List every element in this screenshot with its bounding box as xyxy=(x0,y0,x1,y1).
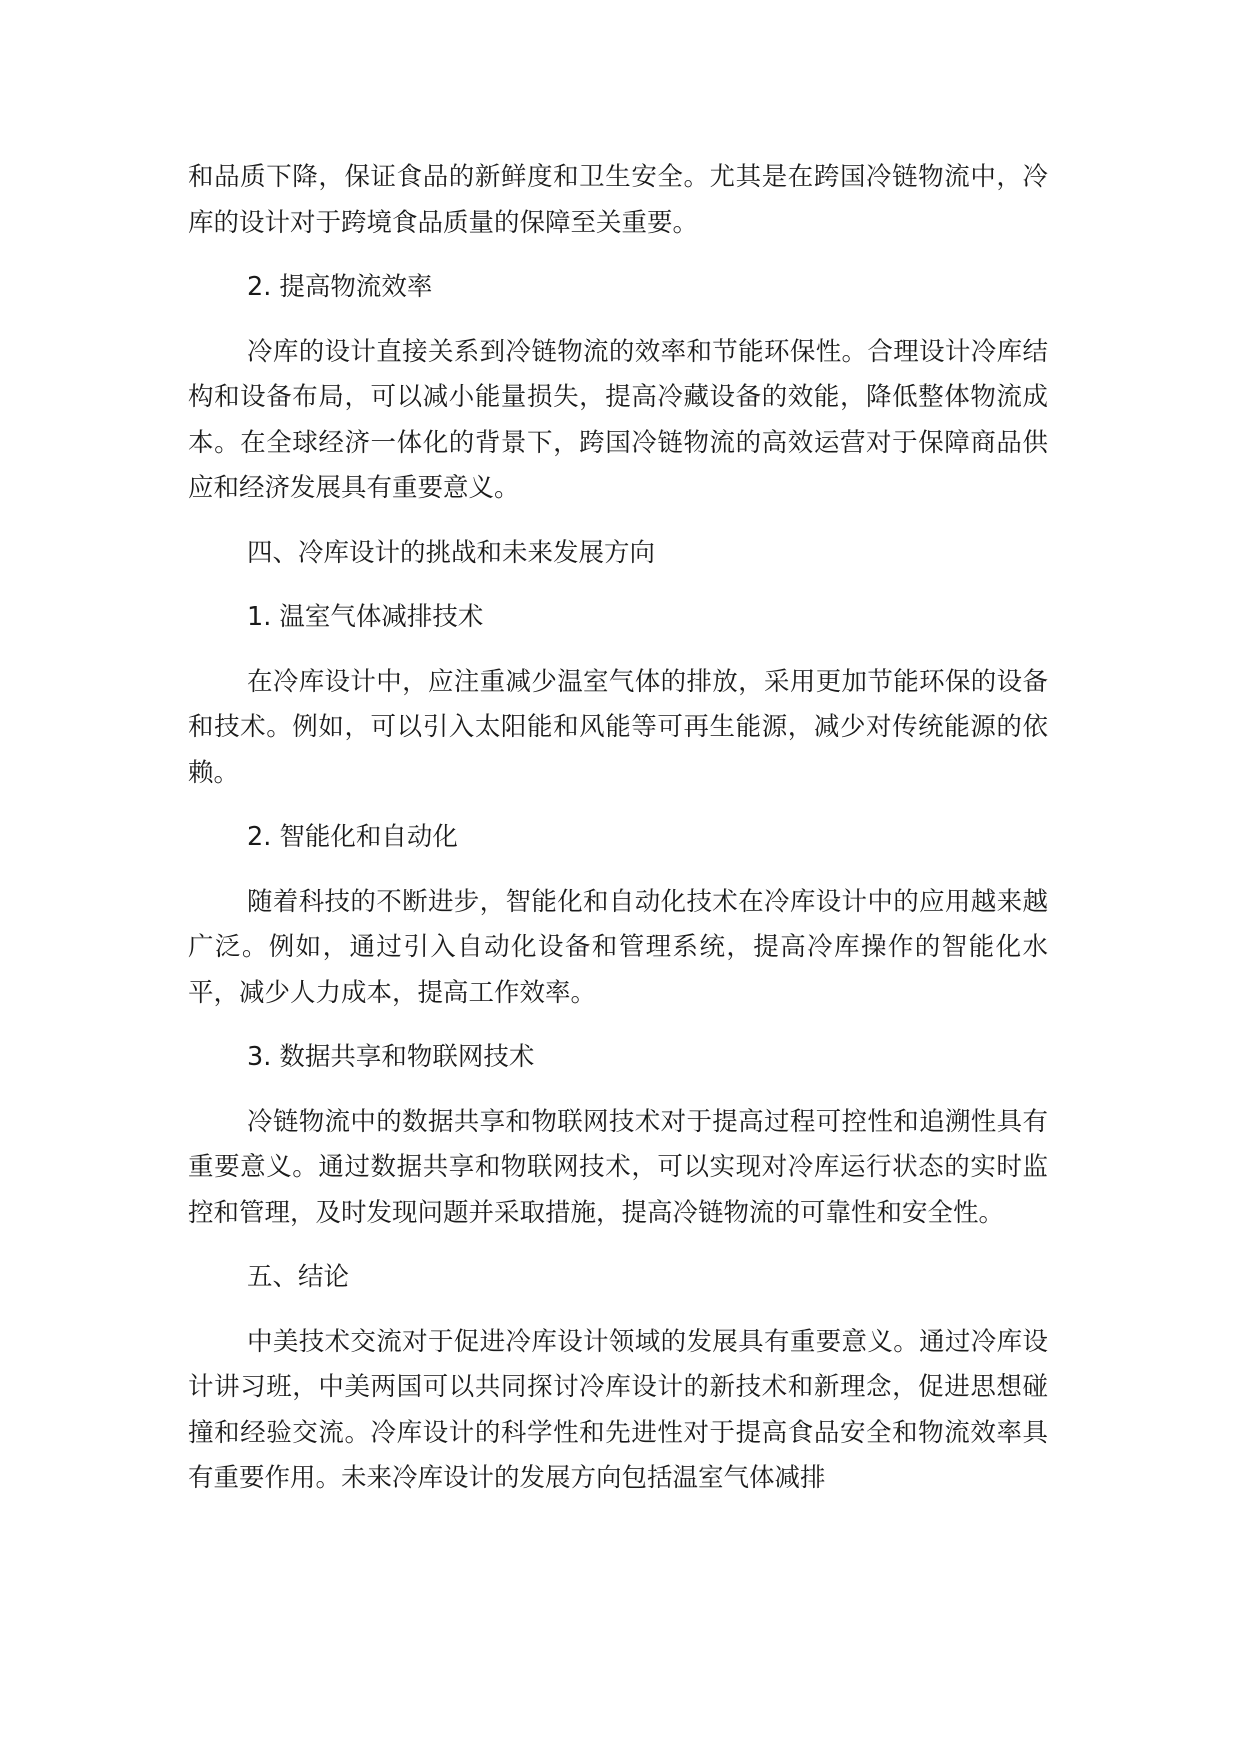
section-heading-challenges: 四、冷库设计的挑战和未来发展方向 xyxy=(247,537,656,568)
section-heading-conclusion: 五、结论 xyxy=(247,1262,350,1292)
heading-automation: 2. 智能化和自动化 xyxy=(247,822,458,852)
paragraph-automation: 随着科技的不断进步，智能化和自动化技术在冷库设计中的应用越来越广泛。例如，通过引入自动化设备和管理系统，提高冷库操作的智能化水平，减少人力成本，提高工作效率。 xyxy=(188,886,1048,1008)
paragraph-data-iot: 冷链物流中的数据共享和物联网技术对于提高过程可控性和追溯性具有重要意义。通过数据共享和物联网技术，可以实现对冷库运行状态的实时监控和管理，及时发现问题并采取措施，提高冷链物流的可靠性和安全性。 xyxy=(188,1106,1048,1228)
paragraph-emission-reduction: 在冷库设计中，应注重减少温室气体的排放，采用更加节能环保的设备和技术。例如，可以引入太阳能和风能等可再生能源，减少对传统能源的依赖。 xyxy=(188,666,1048,788)
paragraph-food-quality-cont: 和品质下降，保证食品的新鲜度和卫生安全。尤其是在跨国冷链物流中，冷库的设计对于跨境食品质量的保障至关重要。 xyxy=(188,162,1048,238)
heading-data-iot: 3. 数据共享和物联网技术 xyxy=(247,1042,535,1072)
paragraph-logistics-efficiency: 冷库的设计直接关系到冷链物流的效率和节能环保性。合理设计冷库结构和设备布局，可以减小能量损失，提高冷藏设备的效能，降低整体物流成本。在全球经济一体化的背景下，跨国冷链物流的高效运营对于保障商品供应和经济发展具有重要意义。 xyxy=(188,336,1048,503)
document-body xyxy=(188,155,1048,1521)
heading-emission-reduction: 1. 温室气体减排技术 xyxy=(247,602,484,632)
heading-logistics-efficiency: 2. 提高物流效率 xyxy=(247,272,433,302)
paragraph-conclusion: 中美技术交流对于促进冷库设计领域的发展具有重要意义。通过冷库设计讲习班，中美两国可以共同探讨冷库设计的新技术和新理念，促进思想碰撞和经验交流。冷库设计的科学性和先进性对于提高食品安全和物流效率具有重要作用。未来冷库设计的发展方向包括温室气体减排 xyxy=(188,1326,1048,1493)
